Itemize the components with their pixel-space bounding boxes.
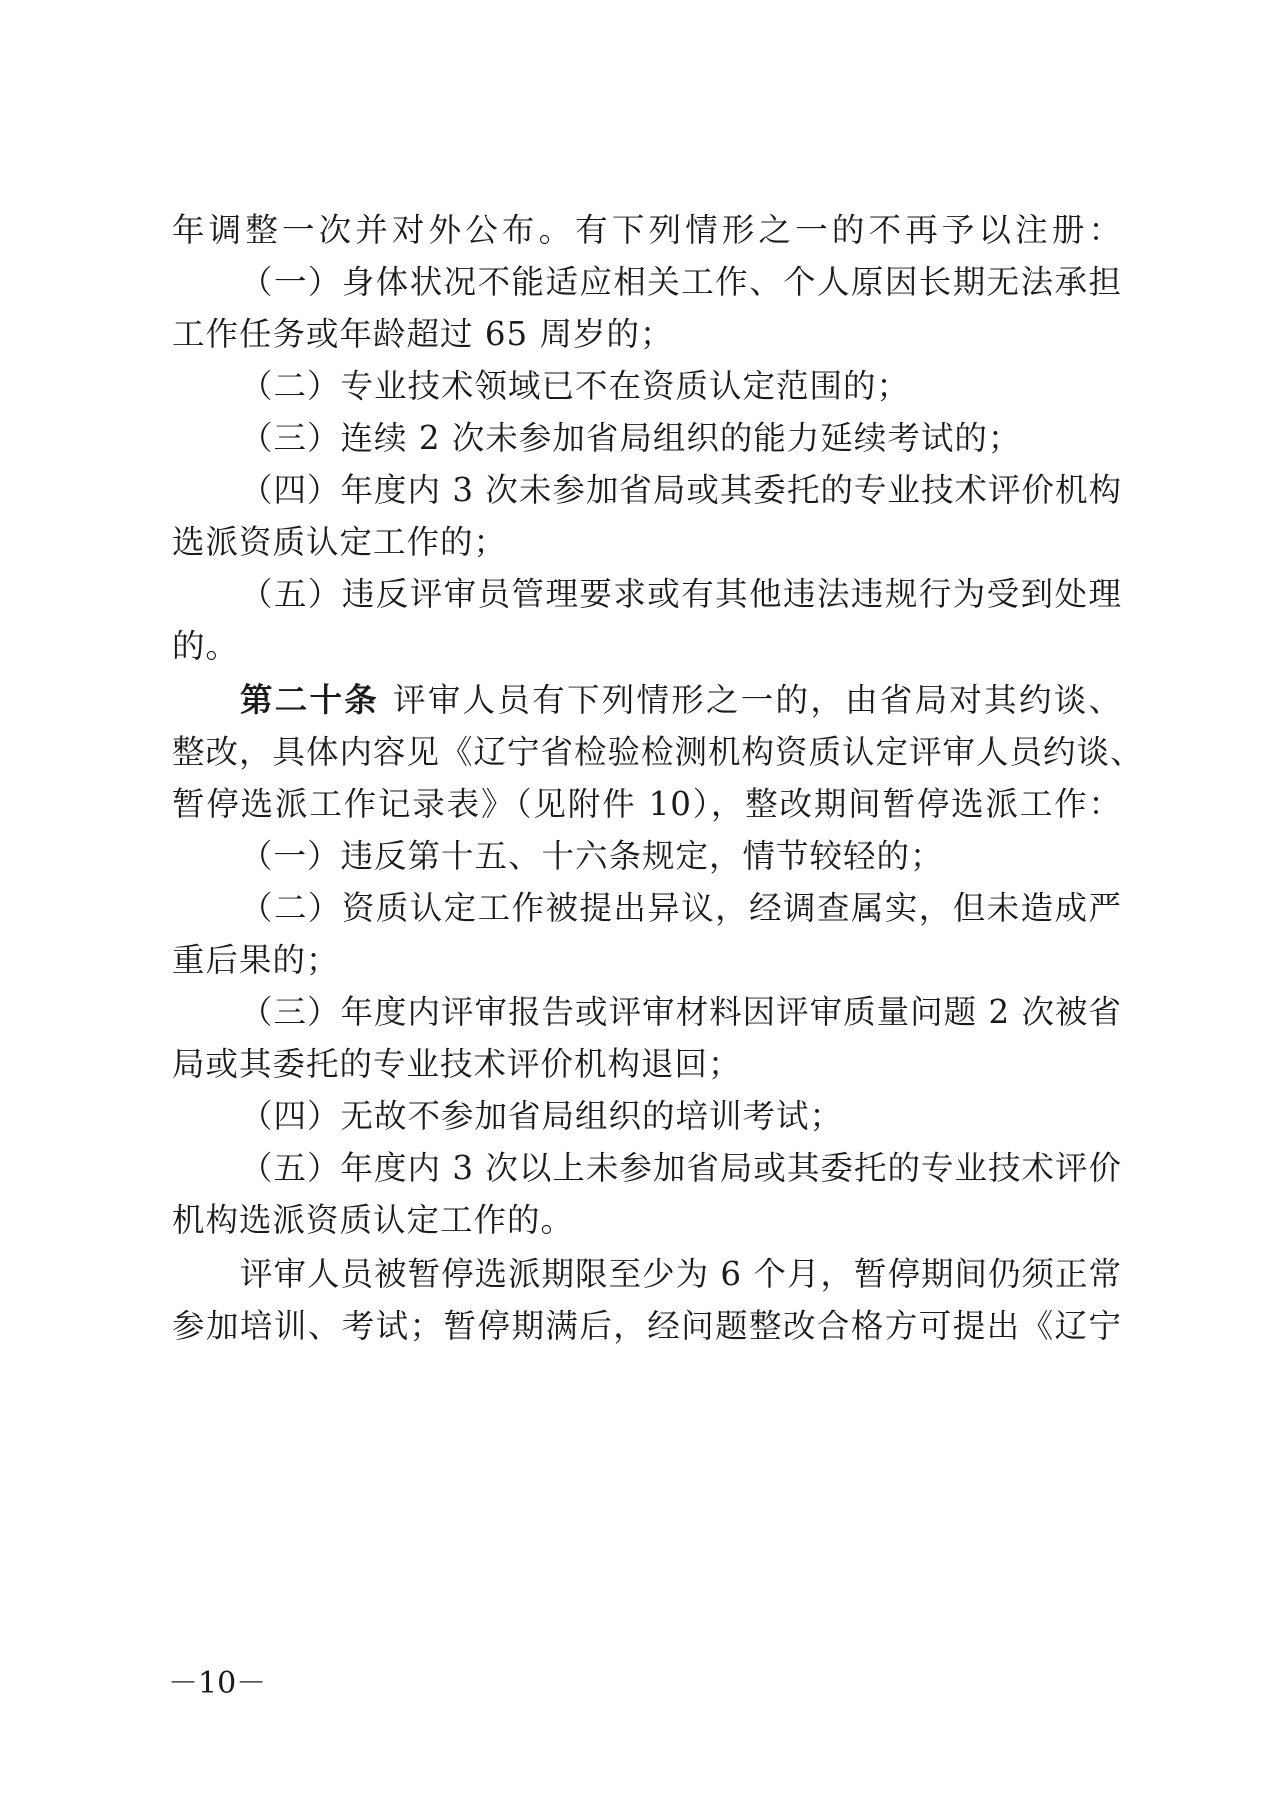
- text-line: 暂停选派工作记录表》（见附件 10），整改期间暂停选派工作：: [172, 785, 1122, 823]
- text-line: 年调整一次并对外公布。有下列情形之一的不再予以注册：: [172, 211, 1122, 249]
- text-line: （四）年度内 3 次未参加省局或其委托的专业技术评价机构: [240, 471, 1122, 509]
- page-number: －10－: [168, 1666, 267, 1701]
- text-line: 工作任务或年龄超过 65 周岁的；: [172, 315, 674, 353]
- text-line: （四）无故不参加省局组织的培训考试；: [240, 1097, 844, 1135]
- article-label: 第二十条: [240, 680, 380, 719]
- text-line: 选派资质认定工作的；: [172, 523, 508, 561]
- text-line: 的。: [172, 627, 240, 665]
- text-line: （五）违反评审员管理要求或有其他违法违规行为受到处理: [240, 575, 1122, 613]
- text-line: 局或其委托的专业技术评价机构退回；: [172, 1045, 742, 1083]
- article-heading-line: [240, 680, 1122, 720]
- article-text: 评审人员有下列情形之一的，由省局对其约谈、: [393, 681, 1122, 719]
- text-line: 整改，具体内容见《辽宁省检验检测机构资质认定评审人员约谈、: [172, 733, 1144, 771]
- text-line: 评审人员被暂停选派期限至少为 6 个月，暂停期间仍须正常: [240, 1255, 1122, 1293]
- text-line: （二）资质认定工作被提出异议，经调查属实，但未造成严: [240, 889, 1122, 927]
- text-line: （二）专业技术领域已不在资质认定范围的；: [240, 367, 911, 405]
- text-line: （三）连续 2 次未参加省局组织的能力延续考试的；: [240, 419, 1022, 457]
- text-line: （五）年度内 3 次以上未参加省局或其委托的专业技术评价: [240, 1149, 1122, 1187]
- text-line: （三）年度内评审报告或评审材料因评审质量问题 2 次被省: [240, 993, 1122, 1031]
- text-line: （一）违反第十五、十六条规定，情节较轻的；: [240, 837, 944, 875]
- text-line: 重后果的；: [172, 941, 340, 979]
- text-line: 参加培训、考试；暂停期满后，经问题整改合格方可提出《辽宁: [172, 1307, 1122, 1345]
- text-line: 机构选派资质认定工作的。: [172, 1201, 575, 1239]
- text-line: （一）身体状况不能适应相关工作、个人原因长期无法承担: [240, 263, 1122, 301]
